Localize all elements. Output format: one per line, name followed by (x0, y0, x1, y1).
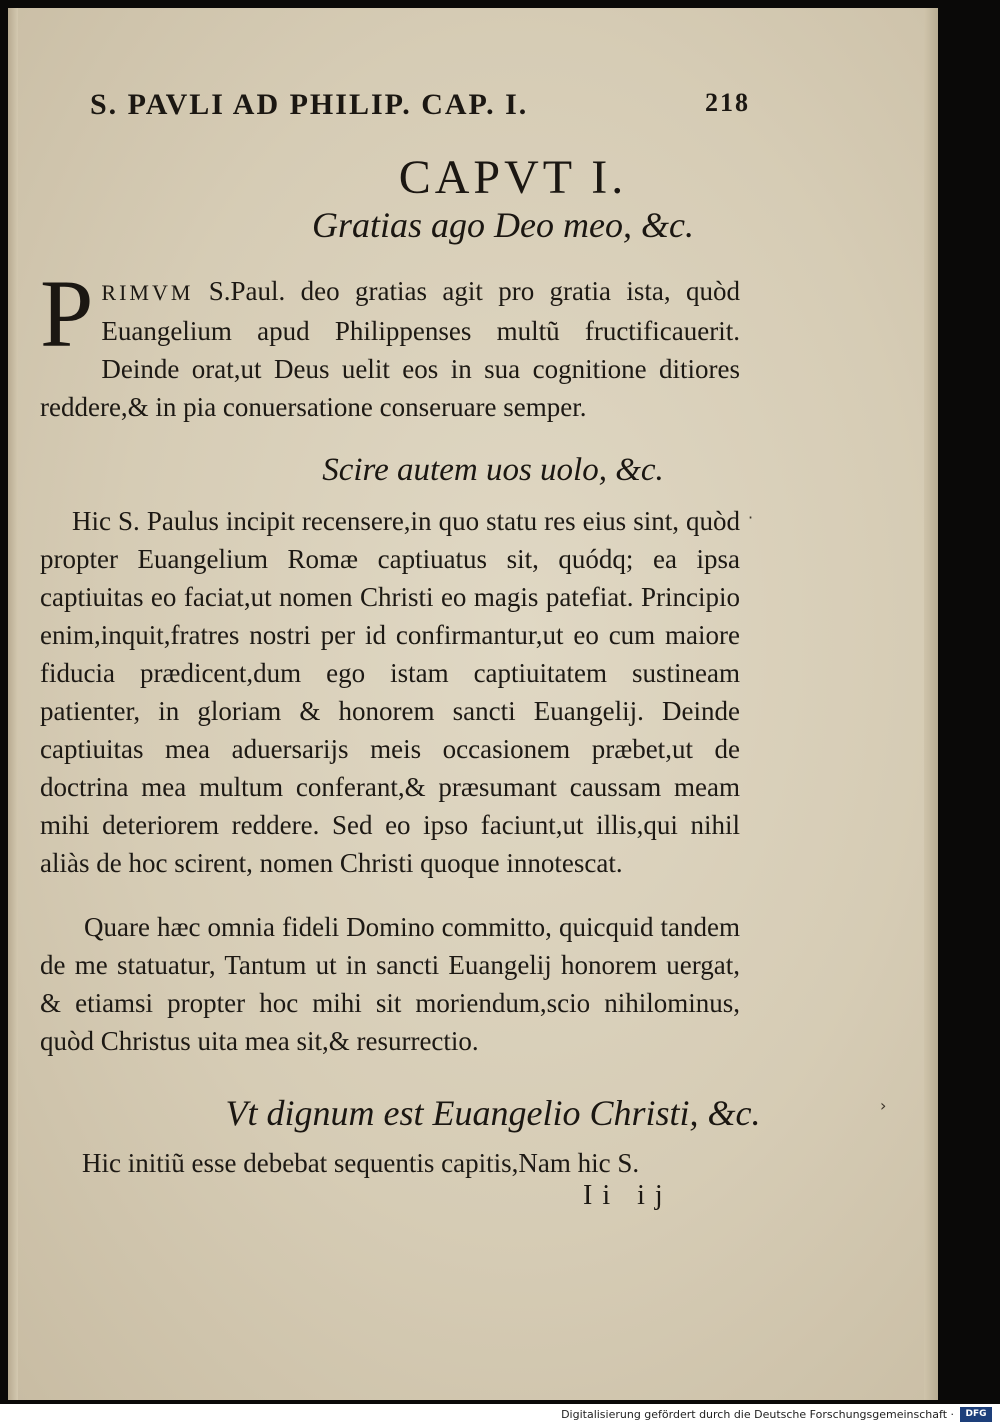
section-heading-1: Gratias ago Deo meo, &c. (312, 205, 694, 245)
signature-mark: Ii ij (583, 1180, 673, 1211)
chapter-heading: CAPVT I. (398, 151, 628, 204)
running-head-title: S. PAVLI AD PHILIP. CAP. I. (90, 88, 529, 121)
section-heading-3: Vt dignum est Euangelio Christi, &c. (225, 1093, 761, 1133)
paragraph-1-text: S.Paul. deo gratias agit pro gratia ista, quòd Euangelium apud Philippenses multũ fructificauerit. Deinde orat,ut Deus uelit eos in sua cognitione ditiores reddere,& in pia conuersatione conseruare semper. (40, 276, 740, 422)
margin-speck: › (880, 1096, 887, 1115)
paragraph-1-smallcaps: RIMVM (101, 280, 194, 305)
paragraph-3: Quare hæc omnia fideli Domino committo, quicquid tandem de me statuatur, Tantum ut in sancti Euangelij honorem uergat, & etiamsi propter hoc mihi sit moriendum,scio nihilominus, quòd Christus uita mea sit,& resurrectio. (40, 912, 740, 1056)
drop-capital: P (40, 260, 94, 367)
paragraph-2: Hic S. Paulus incipit recensere,in quo statu res eius sint, quòd propter Euangelium Romæ captiuatus sit, quódq; ea ipsa captiuitas eo faciat,ut nomen Christi eo magis patefiat. Principio enim,inquit,fratres nostri per id confirmantur,ut eo cum maiore fiducia prædicent,dum ego istam captiuitatem sustineam patienter, in gloriam & honorem sancti Euangelij. Deinde captiuitas mea aduersarijs meis occasionem præbet,ut de doctrina mea multum conferant,& præsumant caussam meam mihi deteriorem reddere. Sed eo ipso faciunt,ut illis,qui nihil aliàs de hoc scirent, nomen Christi quoque innotescat. (40, 506, 740, 878)
running-head (90, 88, 750, 128)
dfg-logo: DFG (960, 1407, 992, 1422)
paragraph-1 (40, 260, 740, 426)
paragraph-4: Hic initiũ esse debebat sequentis capitis,Nam hic S. (82, 1148, 640, 1178)
margin-speck: · (748, 508, 754, 527)
book-page (8, 8, 938, 1400)
page-number: 218 (705, 88, 750, 117)
footer-bar (0, 1404, 1000, 1426)
funding-credit: Digitalisierung gefördert durch die Deutsche Forschungsgemeinschaft · (561, 1408, 954, 1421)
section-heading-2: Scire autem uos uolo, &c. (322, 452, 664, 488)
